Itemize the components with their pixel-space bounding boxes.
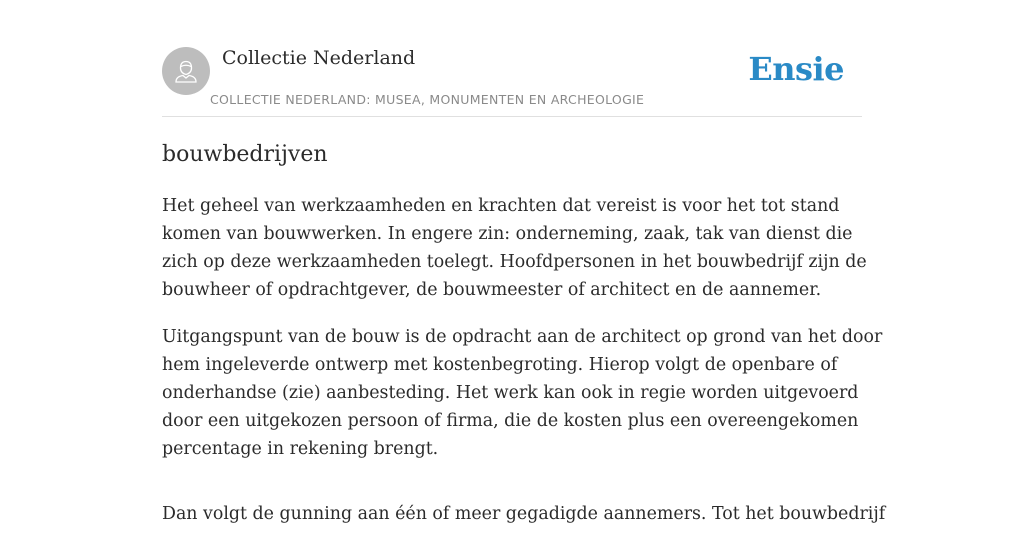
paragraph-1 bbox=[162, 192, 867, 304]
author-subtitle: COLLECTIE NEDERLAND: MUSEA, MONUMENTEN EN ARCHEOLOGIE bbox=[210, 92, 645, 107]
paragraph-3 bbox=[162, 500, 886, 528]
text-line: Het geheel van werkzaamheden en krachten dat vereist is voor het tot stand bbox=[162, 196, 840, 216]
article-title: bouwbedrijven bbox=[162, 142, 328, 167]
text-line: onderhandse (zie) aanbesteding. Het werk kan ook in regie worden uitgevoerd bbox=[162, 383, 859, 403]
text-line: bouwheer of opdrachtgever, de bouwmeester of architect en de aannemer. bbox=[162, 280, 822, 300]
text-line: Uitgangspunt van de bouw is de opdracht aan de architect op grond van het door bbox=[162, 327, 883, 347]
text-line: zich op deze werkzaamheden toelegt. Hoofdpersonen in het bouwbedrijf zijn de bbox=[162, 252, 867, 272]
paragraph-2 bbox=[162, 323, 883, 463]
author-name[interactable]: Collectie Nederland bbox=[222, 47, 416, 69]
article-body bbox=[162, 192, 886, 547]
page-container bbox=[162, 0, 886, 524]
avatar[interactable] bbox=[162, 47, 210, 95]
text-line: komen van bouwwerken. In engere zin: onderneming, zaak, tak van dienst die bbox=[162, 224, 853, 244]
user-icon bbox=[170, 55, 202, 87]
text-line: percentage in rekening brengt. bbox=[162, 439, 439, 459]
text-line: door een uitgekozen persoon of firma, die de kosten plus een overeengekomen bbox=[162, 411, 859, 431]
author-header bbox=[162, 0, 862, 117]
ensie-logo[interactable]: Ensie bbox=[748, 50, 844, 88]
text-line: hem ingeleverde ontwerp met kostenbegroting. Hierop volgt de openbare of bbox=[162, 355, 838, 375]
text-line: Dan volgt de gunning aan één of meer gegadigde aannemers. Tot het bouwbedrijf bbox=[162, 504, 886, 524]
